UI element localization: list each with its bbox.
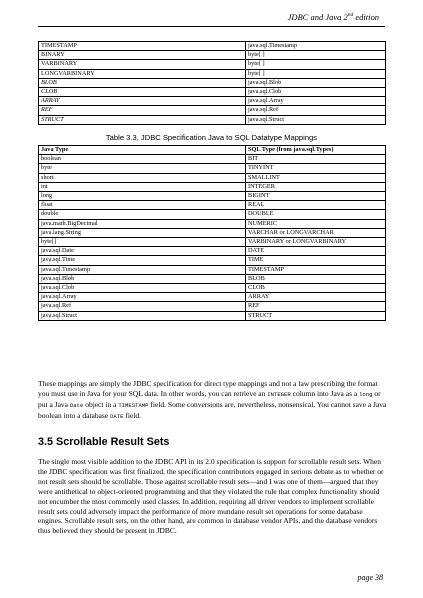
java-type-cell: java.sql.Blob [39, 274, 246, 283]
table-row [39, 155, 386, 164]
java-type-cell: java.sql.Ref [246, 106, 386, 115]
sql-type-cell: TIMESTAMP [39, 42, 246, 51]
sql-type-cell: BIGINT [246, 192, 386, 201]
java-type-cell: java.sql.Time [39, 256, 246, 265]
sql-type-cell: VARBINARY [39, 60, 246, 69]
java-type-cell: java.sql.Clob [39, 284, 246, 293]
text-run: field. Some conversions are, nevertheless, nonsensical. You cannot save a Java boolean into a database [38, 399, 387, 420]
sql-type-cell: ARRAY [246, 293, 386, 302]
sql-type-cell: INTEGER [246, 182, 386, 191]
page-number: page 38 [357, 573, 383, 582]
header-title-superscript: nd [347, 12, 354, 19]
text-run: field. [123, 410, 141, 420]
java-type-cell: java.math.BigDecimal [39, 219, 246, 228]
table-row [39, 88, 386, 97]
sql-type-cell: STRUCT [39, 115, 246, 124]
table-row [39, 284, 386, 293]
java-type-cell: java.sql.Date [39, 247, 246, 256]
java-type-cell: double [39, 210, 246, 219]
table-row [39, 60, 386, 69]
table-row [39, 42, 386, 51]
code-timestamp: TIMESTAMP [118, 401, 149, 409]
table-row [39, 97, 386, 106]
running-header [288, 12, 379, 23]
java-type-cell: java.sql.Struct [246, 115, 386, 124]
sql-type-cell: LONGVARBINARY [39, 69, 246, 78]
table-row [39, 78, 386, 87]
table-row [39, 228, 386, 237]
table-row [39, 256, 386, 265]
java-type-cell: java.sql.Struct [39, 311, 246, 320]
table-row [39, 201, 386, 210]
table-row [39, 265, 386, 274]
java-type-cell: java.sql.Array [246, 97, 386, 106]
sql-type-cell: BLOB [246, 274, 386, 283]
sql-type-cell: TINYINT [246, 164, 386, 173]
header-title-suffix: edition [353, 12, 379, 22]
text-run: object in a [83, 399, 119, 409]
sql-type-cell: DOUBLE [246, 210, 386, 219]
header-rule [38, 26, 385, 27]
mapping-explanation-paragraph [38, 379, 388, 422]
text-run: column into Java as a [290, 388, 360, 398]
java-type-cell: java.sql.Clob [246, 88, 386, 97]
java-type-cell: float [39, 201, 246, 210]
sql-type-cell: CLOB [39, 88, 246, 97]
sql-type-cell: REAL [246, 201, 386, 210]
sql-type-cell: NUMERIC [246, 219, 386, 228]
section-heading: 3.5 Scrollable Result Sets [38, 436, 170, 448]
table-row [39, 302, 386, 311]
table-row [39, 192, 386, 201]
java-type-cell: byte[] [39, 238, 246, 247]
java-type-cell: java.sql.Array [39, 293, 246, 302]
java-type-cell: byte[ ] [246, 69, 386, 78]
table-caption: Table 3.3, JDBC Specification Java to SQL Datatype Mappings [105, 133, 318, 142]
table-row [39, 115, 386, 124]
table-row [39, 173, 386, 182]
java-type-cell: short [39, 173, 246, 182]
java-type-cell: byte [39, 164, 246, 173]
table-row [39, 182, 386, 191]
java-type-cell: java.sql.Ref [39, 302, 246, 311]
table-row [39, 293, 386, 302]
sql-type-cell: VARBINARY or LONGVARBINARY [246, 238, 386, 247]
java-type-cell: byte[ ] [246, 60, 386, 69]
text-run: These mappings are simply the JDBC specification for direct type mappings and not a law prescribing the format you must use in Java for your SQL data. In other words, you can retrieve an [38, 379, 378, 398]
column-header-sql-type: SQL Type (from java.sql.Types) [246, 146, 386, 155]
table-row [39, 69, 386, 78]
text-run: or put a Java [38, 388, 381, 409]
sql-type-cell: TIME [246, 256, 386, 265]
sql-type-cell: DATE [246, 247, 386, 256]
java-type-cell: java.lang.String [39, 228, 246, 237]
java-to-sql-mapping-table [38, 145, 386, 321]
table-row [39, 247, 386, 256]
java-type-cell: int [39, 182, 246, 191]
code-long: long [359, 390, 373, 398]
table-row [39, 51, 386, 60]
column-header-java-type: Java Type [39, 146, 246, 155]
header-title: JDBC and Java 2 [287, 12, 348, 22]
sql-type-cell: SMALLINT [246, 173, 386, 182]
type-mapping-table-continued [38, 41, 386, 125]
sql-type-cell: BIT [246, 155, 386, 164]
table-row [39, 274, 386, 283]
table-row [39, 210, 386, 219]
sql-type-cell: VARCHAR or LONGVARCHAR [246, 228, 386, 237]
table-row [39, 311, 386, 320]
code-date-type: DATE [110, 412, 124, 420]
table-row [39, 238, 386, 247]
java-type-cell: long [39, 192, 246, 201]
table-header-row [39, 146, 386, 155]
sql-type-cell: STRUCT [246, 311, 386, 320]
sql-type-cell: ARRAY [39, 97, 246, 106]
java-type-cell: byte[ ] [246, 51, 386, 60]
code-date-class: Date [69, 401, 84, 409]
sql-type-cell: BLOB [39, 78, 246, 87]
sql-type-cell: REF [246, 302, 386, 311]
table-row [39, 219, 386, 228]
java-type-cell: boolean [39, 155, 246, 164]
java-type-cell: java.sql.Blob [246, 78, 386, 87]
table-row [39, 164, 386, 173]
java-type-cell: java.sql.Timestamp [246, 42, 386, 51]
sql-type-cell: TIMESTAMP [246, 265, 386, 274]
table-row [39, 106, 386, 115]
sql-type-cell: REF [39, 106, 246, 115]
sql-type-cell: BINARY [39, 51, 246, 60]
java-type-cell: java.sql.Timestamp [39, 265, 246, 274]
sql-type-cell: CLOB [246, 284, 386, 293]
code-integer: INTEGER [267, 390, 291, 398]
scrollable-result-sets-paragraph: The single most visible addition to the JDBC API in its 2.0 specification is support for scrollable result sets. When the JDBC specification was first finalized, the specification contributors engaged in serious debate as to whether or not result sets should be scrollable. Those against scrollable result sets—and I was one of them—argued that they were antithetical to object-oriented programming and that they violated the rule that complex functionality should not encumber the most commonly used classes. In addition, requiring all driver vendors to implement scrollable result sets could adversely impact the performance of more mundane result set operations for some database engines. Scrollable result sets, on the other hand, are common in database vendor APIs, and the database vendors thus believed they should be present in JDBC. [38, 457, 384, 536]
